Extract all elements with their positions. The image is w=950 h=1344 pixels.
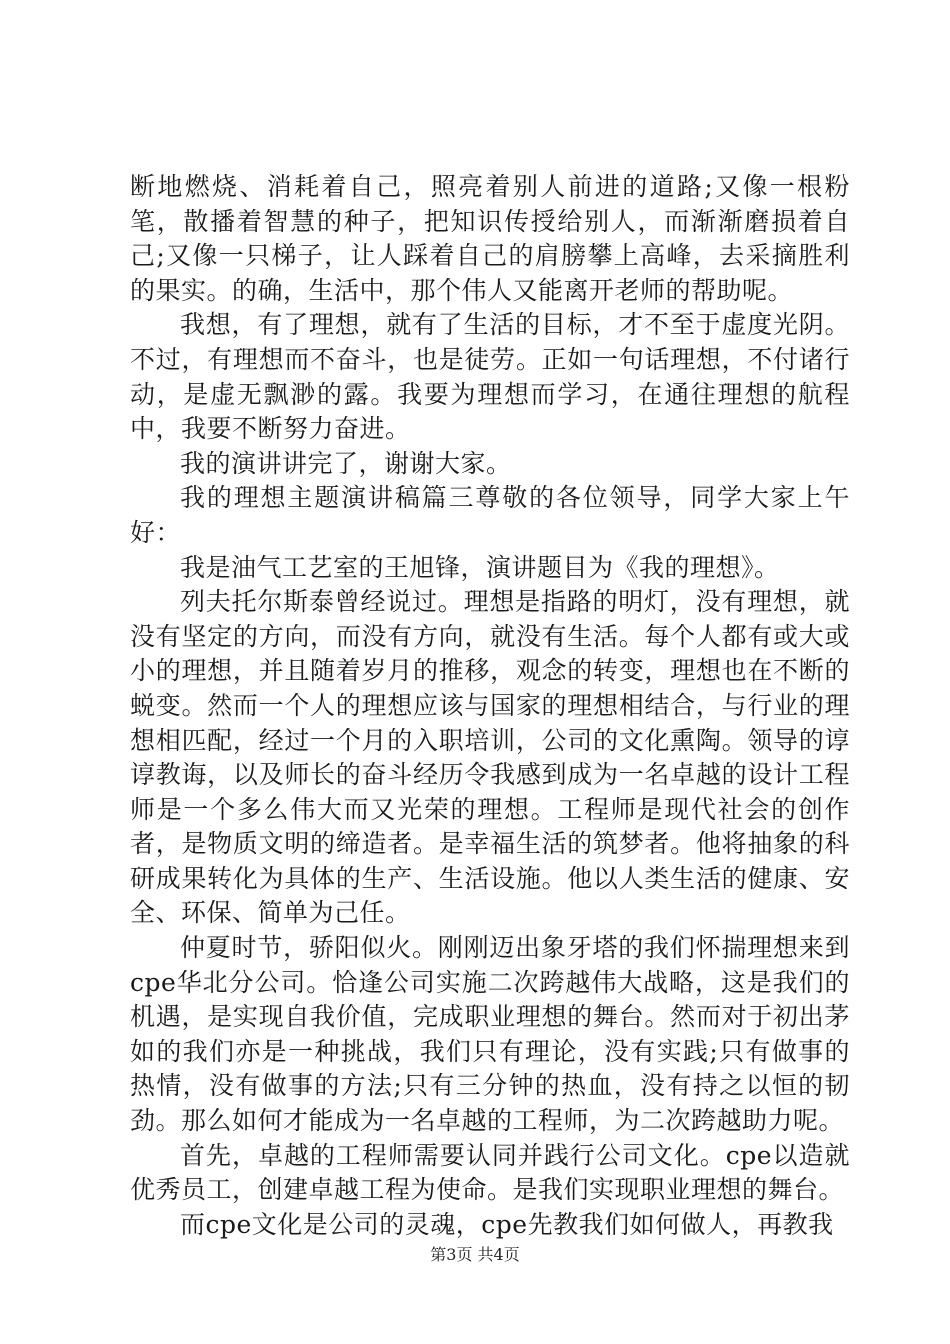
paragraph-cpe-soul: 而cpe文化是公司的灵魂，cpe先教我们如何做人，再教我 [180,1209,834,1239]
paragraph-ideal-goal: 我想，有了理想，就有了生活的目标，才不至于虚度光阴。不过，有理想而不奋斗，也是徒劳。正如一句话理想，不付诸行动，是虚无飘渺的露。我要为理想而学习，在通往理想的航程中，我要不断努力奋进。 [130,310,850,444]
paragraph-self-introduction: 我是油气工艺室的王旭锋，演讲题目为《我的理想》。 [180,552,780,582]
paragraph-tolstoy-quote: 列夫托尔斯泰曾经说过。理想是指路的明灯，没有理想，就没有坚定的方向，而没有方向，就没有生活。每个人都有或大或小的理想，并且随着岁月的推移，观念的转变，理想也在不断的蜕变。然而一个人的理想应该与国家的理想相结合，与行业的理想相匹配，经过一个月的入职培训，公司的文化熏陶。领导的谆谆教诲，以及师长的奋斗经历令我感到成为一名卓越的设计工程师是一个多么伟大而又光荣的理想。工程师是现代社会的创作者，是物质文明的缔造者。是幸福生活的筑梦者。他将抽象的科研成果转化为具体的生产、生活设施。他以人类生活的健康、安全、环保、简单为己任。 [130,587,850,928]
paragraph-midsummer: 仲夏时节，骄阳似火。刚刚迈出象牙塔的我们怀揣理想来到cpe华北分公司。恰逢公司实施二次跨越伟大战略，这是我们的机遇，是实现自我价值，完成职业理想的舞台。然而对于初出茅如的我们亦是一种挑战，我们只有理论，没有实践;只有做事的热情，没有做事的方法;只有三分钟的热血，没有持之以恒的韧劲。那么如何才能成为一名卓越的工程师，为二次跨越助力呢。 [130,933,850,1136]
paragraph-continuation: 断地燃烧、消耗着自己，照亮着别人前进的道路;又像一根粉笔，散播着智慧的种子，把知识传授给别人，而渐渐磨损着自己;又像一只梯子，让人踩着自己的肩膀攀上高峰，去采摘胜利的果实。的确，生活中，那个伟人又能离开老师的帮助呢。 [130,172,850,305]
paragraph-company-culture: 首先，卓越的工程师需要认同并践行公司文化。cpe以造就优秀员工，创建卓越工程为使命。是我们实现职业理想的舞台。 [130,1140,850,1205]
page-number-footer: 第3页 共4页 [430,1245,520,1264]
paragraph-speech-three-title: 我的理想主题演讲稿篇三尊敬的各位领导，同学大家上午好： [130,483,850,547]
document-body [130,170,850,1242]
paragraph-closing-thanks: 我的演讲讲完了，谢谢大家。 [180,448,512,478]
